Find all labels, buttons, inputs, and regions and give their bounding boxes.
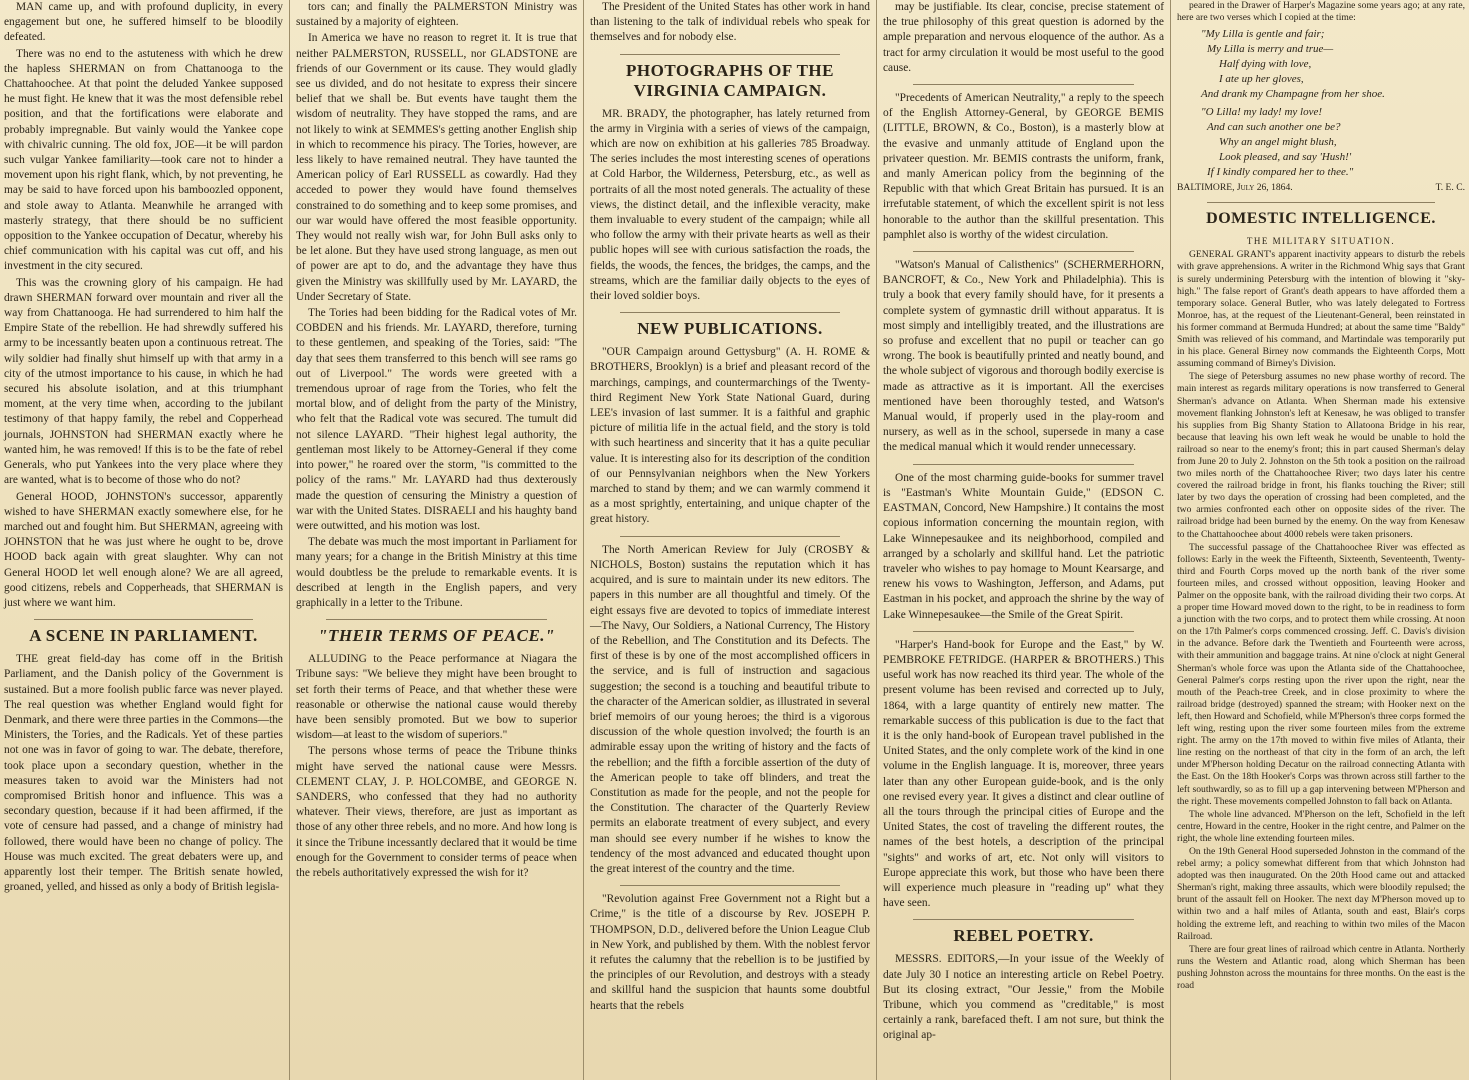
article-heading-new-publications: NEW PUBLICATIONS. (637, 319, 823, 339)
separator (620, 54, 840, 55)
col5-para: There are four great lines of railroad which centre in Atlanta. Northerly runs the Western and Atlantic road, along which Sherman has been pushing Johnston across the mountains for three months. On the east is the road (1177, 943, 1465, 991)
separator (326, 619, 547, 620)
separator (913, 631, 1134, 632)
column-rule (1170, 0, 1171, 1080)
article-heading-rebel-poetry: REBEL POETRY. (953, 926, 1094, 946)
column-5 (1173, 0, 1469, 1080)
verse-line: And can such another one be? (1207, 121, 1341, 134)
col1-para: This was the crowning glory of his campaign. He had drawn SHERMAN forward over mountain and river all the way from Chattanooga. He had surrendered to him half the Empire State of the rebellion. He had shrewdly suffered his army to be incessantly beaten upon a continuous retreat. The wily soldier had finally shut himself up with that army in a city of the utmost importance to his cause, in which he had secured his absolute isolation, and at this triumphant moment, at the very time when, according to the jubilant testimony of that happy family, the rebel and Copperhead journals, JOHNSTON had SHERMAN exactly where he wanted him, he was removed! If this is to be the fate of rebel Generals, who put Yankees into the very place where they are wanted, what is to become of those who do not? (4, 276, 283, 487)
col4-para: One of the most charming guide-books for summer travel is "Eastman's White Mountain Guide," (EDSON C. EASTMAN, Concord, New Hampshire.) It contains the most copious information concerning the mountain region, with Lake Winnepesaukee and its neighborhood, compiled and arranged by a scholarly and skillful hand. Let the patriotic traveler who wishes to pay homage to Mount Kearsarge, and renew his vows to Washington, Jefferson, and Adams, put Eastman in his pocket, and approach the shrine by the way of Lake Winnepesaukee—the Smile of the Great Spirit. (883, 471, 1164, 621)
separator (1207, 202, 1435, 203)
col4-para: may be justifiable. Its clear, concise, precise statement of the true philosophy of this great question is adorned by the ample preparation and nervous eloquence of the author. As a tract for army circulation it would be most useful to the good cause. (883, 1, 1164, 74)
separator (620, 885, 840, 886)
col1-para: There was no end to the astuteness with which he drew the hapless SHERMAN on from Chattanooga to the Chattahoochee. At that point the deluded Yankee supposed he must fight. He knew that it was the most defensible rebel position, and that the fortifications were elaborate and probably impregnable. But vainly would the Yankee cope with chivalric cunning. The old fox, JOE—it be will pardon such vulgar Yankee familiarity—took care not to hinder a movement upon his right flank, which, by not preventing, he may be said to have forced upon his bamboozled opponent, and stole away to Atlanta. Meanwhile he arranged with masterly strategy, that there should be no sufficient opposition to the Yankee occupation of Decatur, whereby his chief communication with his capital was cut off, and his investment in the city secured. (4, 47, 283, 273)
verse-line: Half dying with love, (1219, 58, 1312, 71)
verse-line: My Lilla is merry and true— (1207, 43, 1334, 56)
article-heading-parliament: A SCENE IN PARLIAMENT. (29, 626, 258, 646)
verse-line: I ate up her gloves, (1219, 73, 1304, 86)
column-rule (876, 0, 877, 1080)
col5-para: GENERAL GRANT's apparent inactivity appears to disturb the rebels with grave apprehensions. A writer in the Richmond Whig says that Grant is surely undermining Petersburg with the intention of blowing it "sky-high." The false report of Grant's death appears to have afforded them a temporary solace. General Butler, who was lately delegated to Fortress Monroe, has, at the request of the Lieutenant-General, been reinstated in his former command at Bermuda Hundred; at about the same time "Baldy" Smith was relieved of his command, and Martindale was temporarily put in his place. General Birney now commands the Eighteenth Corps, Mott assuming command of Birney's Division. (1177, 249, 1465, 370)
poem-verse (1177, 27, 1465, 179)
col3-para: "Revolution against Free Government not a Right but a Crime," is the title of a discourse by Rev. JOSEPH P. THOMPSON, D.D., delivered before the Union League Club in New York, and published by them. With the noblest fervor it refutes the calumny that the rebellion is to be justified by the principles of our Revolution, and destroys with a steady and skillful hand the suspicion that haunts some doubtful hearts that the rebels (590, 893, 870, 1012)
separator (913, 251, 1134, 252)
separator (620, 312, 840, 313)
separator (620, 536, 840, 537)
article-heading-terms-of-peace: "THEIR TERMS OF PEACE." (318, 626, 555, 646)
col3-para: The President of the United States has other work in hand than listening to the talk of individual rebels who speak for themselves and for nobody else. (590, 1, 870, 44)
separator (913, 464, 1134, 465)
verse-line: And drank my Champagne from her shoe. (1201, 88, 1385, 101)
col5-para: On the 19th General Hood superseded Johnston in the command of the rebel army; a policy somewhat different from that which Johnston had adopted was then inaugurated. On the 20th Hood came out and attacked Sherman's right, making three assaults, which were bloodily repulsed; the brunt of the assault fell on Hooker. The next day M'Pherson moved up to within two and a half miles of Atlanta, south and east, Blair's corps holding the extreme left, and reaching to within two miles of the Macon Railroad. (1177, 845, 1465, 942)
col4-para: "Precedents of American Neutrality," a reply to the speech of the English Attorney-General, by GEORGE BEMIS (LITTLE, BROWN, & Co., Boston), is a masterly blow at the evasive and unmanly attitude of England upon the privateer question. Mr. BEMIS contrasts the uniform, frank, and manly American policy from the beginning of the Republic with that which Great Britain has pursued. It is an irrefutable statement, of which the excellent spirit is not less honorable to the author than the skillful presentation. This pamphlet also is worthy of the widest circulation. (883, 92, 1164, 241)
column-2 (292, 0, 581, 1080)
col3-para: The North American Review for July (CROSBY & NICHOLS, Boston) sustains the reputation which it has acquired, and is sure to maintain under its new editors. The papers in this number are all thoughtful and timely. Of the eight essays five are devoted to topics of immediate interest—The Navy, Our Soldiers, a National Currency, The History of the Rebellion, and The Constitution and its Defects. The first of these is by one of the most accomplished officers in the service, and is full of instruction and sagacious suggestion; the second is a touching and beautiful tribute to the character of the American soldier, as illustrated in several brief memoirs of our young heroes; the third is a vigorous discussion of the whole question involved; the fourth is an admirable essay upon the writing of history and the facts of the rebellion; and the fifth a forcible assertion of the duty of the American people to take off blinders, and treat the Constitution as made for the people, and not the people for the Constitution. The character of the Quarterly Review permits an elaborate treatment of every subject, and every man should see every number if he wishes to know the tendency of the most advanced and educated thought upon the great interest of the country and the time. (590, 543, 870, 875)
col4-para: "Harper's Hand-book for Europe and the East," by W. PEMBROKE FETRIDGE. (HARPER & BROTHERS.) This useful work has now reached its third year. The whole of the present volume has been revised and corrected up to July, 1864, with a large quantity of entirely new matter. The remarkable success of this publication is due to the fact that it is the only hand-book of European travel published in the United States, and the only complete work of the kind in one volume in the English language. It is, moreover, three years later than any other European guide-book, and is the only one revised every year. It gives a distinct and clear outline of all the tours through the principal cities of Europe and the United States, the cost of traveling the different routes, the names of the best hotels, a description of the principal "sights" and works of art, etc. Not only will visitors to Europe appreciate this work, but those who have been there will experience much pleasure in "reading up" what they have seen. (883, 638, 1164, 910)
col5-para: The successful passage of the Chattahoochee River was effected as follows: Early in the week the Fifteenth, Sixteenth, Seventeenth, Twenty-third and Fourth Corps moved up the north bank of the river some fourteen miles, and crossed without opposition, leaving Hooker and Palmer on the opposite bank, with the railroad dividing their two corps. At a proper time Howard moved down to the right, to be in readiness to form a junction with the two corps, and to protect them while crossing. At noon on the 17th Palmer's corps commenced crossing. Jeff. C. Davis's division in the advance. Before dark the Twentieth and Fourteenth were across, with their ammunition and baggage trains. At nine o'clock at night General Sherman's whole force was upon the Atlanta side of the Chattahoochee, General Palmer's corps resting upon the river upon the right, near the mouth of the Peach-tree Creek, and in close proximity to where the railroad bridge (destroyed) spanned the stream; with Hooker next on the left, then Howard and Schofield, while M'Pherson's three corps formed the left wing, resting upon the river some fourteen miles from the extreme right. The army on the 17th moved to within five miles of Atlanta, their line resting on the northeast of that city in the form of an arch, the left under M'Pherson holding Decatur on the railroad connecting Atlanta with the East. On the 18th Hooker's Corps was thrown across still farther to the left southwardly, so as to fill up a gap intervening between M'Pherson and the right. These movements compelled Johnston to fall back on Atlanta. (1177, 541, 1465, 807)
col1-para: General HOOD, JOHNSTON's successor, apparently wished to have SHERMAN exactly somewhere else, for he marched out and fought him. But SHERMAN, agreeing with JOHNSTON that he was just where he ought to be, drove HOOD back again with great slaughter. Why can not General HOOD let well enough alone? We are all agreed, good citizens, rebels and Copperheads, that SHERMAN is just where we want him. (4, 490, 283, 609)
col5-para: peared in the Drawer of Harper's Magazine some years ago; at any rate, here are two verses which I copied at the time: (1177, 0, 1465, 24)
col1-para: MAN came up, and with profound duplicity, in every engagement but one, he suffered himself to be bloodily defeated. (4, 1, 283, 44)
article-heading-domestic-intelligence: DOMESTIC INTELLIGENCE. (1206, 210, 1436, 228)
column-rule (583, 0, 584, 1080)
verse-line: If I kindly compared her to thee." (1207, 166, 1354, 179)
letter-signature (1177, 182, 1465, 194)
verse-line: Look pleased, and say 'Hush!' (1219, 151, 1352, 164)
article-heading-photographs: PHOTOGRAPHS OF THE VIRGINIA CAMPAIGN. (626, 60, 834, 100)
col4-para: MESSRS. EDITORS,—In your issue of the Weekly of date July 30 I notice an interesting article on Rebel Poetry. But its closing extract, "Our Jessie," from the Mobile Tribune, which you commend as "creditable," is most certainly a rank, barefaced theft. I am not sure, but think the original ap- (883, 953, 1164, 1042)
col2-para: ALLUDING to the Peace performance at Niagara the Tribune says: "We believe they might have been brought to set forth their terms of Peace, and that whether these were reasonable or otherwise the national cause would thereby have been sensibly promoted. But we bow to superior wisdom—at least to the wisdom of superiors." (296, 653, 577, 742)
separator (34, 619, 253, 620)
col2-para: The persons whose terms of peace the Tribune thinks might have served the national cause were Messrs. CLEMENT CLAY, J. P. HOLCOMBE, and GEORGE N. SANDERS, who confessed that they had no authority whatever. Their views, therefore, are just as important as those of any other three rebels, and no more. And how long is it since the Tribune incessantly declared that it would be time enough for the Government to consider terms of peace when the rebels authoritatively expressed the wish for it? (296, 745, 577, 879)
separator (913, 84, 1134, 85)
verse-line: "My Lilla is gentle and fair; (1201, 28, 1325, 41)
col2-para: tors can; and finally the PALMERSTON Ministry was sustained by a majority of eighteen. (296, 1, 577, 29)
col3-para: "OUR Campaign around Gettysburg" (A. H. ROME & BROTHERS, Brooklyn) is a brief and pleasant record of the marchings, campings, and countermarchings of the Twenty-third Regiment New York State National Guard, during LEE's invasion of last summer. It is a faithful and graphic picture of militia life in the actual field, and the story is told with such heartiness and sincerity that it has a quite peculiar value. It is interesting also for its description of the condition of our Pennsylvanian neighbors when the New Yorkers marched to stand by them; and we can warmly commend it as a most sprightly, entertaining, and unique chapter of the great history. (590, 346, 870, 526)
column-4 (879, 0, 1168, 1080)
signature-place-date: BALTIMORE, July 26, 1864. (1177, 182, 1293, 194)
col1-para: THE great field-day has come off in the British Parliament, and the Danish policy of the Government is sustained. But a more foolish public farce was never played. The real question was whether England would fight for Denmark, and there were three parties in the Commons—the Ministers, the Tories, and the Radicals. Yet of these parties not one was in favor of going to war. The debate, therefore, took place upon a secondary question, whether in the measures taken to avoid war the Ministers had not compromised British honor and influence. This was a secondary question, because if it had been affirmed, if the vote of censure had passed, and a change of ministry had followed, there would have been no change of policy. The House was much excited. The great debaters were up, and apparently lost their temper. The British senate howled, groaned, yelled, and hissed as only a body of British legisla- (4, 653, 283, 894)
signature-initials: T. E. C. (1435, 182, 1465, 194)
col2-para: The debate was much the most important in Parliament for many years; for a change in the British Ministry at this time would doubtless be the prelude to remarkable events. It is described at length in the English papers, and very graphically in a letter to the Tribune. (296, 536, 577, 609)
column-rule (289, 0, 290, 1080)
column-3 (586, 0, 874, 1080)
column-1 (0, 0, 287, 1080)
col5-para: The siege of Petersburg assumes no new phase worthy of record. The main interest as regards military operations is now transferred to General Sherman's advance on Atlanta. When Sherman made his extensive movement flanking Johnston's left at Kenesaw, he was obliged to transfer his supplies from Big Shanty Station to Allatoona Bridge in his rear, because that leaving his own left weak he would be unable to hold the railroad so near to the enemy's front; this in part caused Sherman's delay from June 20 to July 2. Johnston on the 5th took a position on the railroad two miles north of the Chattahoochee River; two days later his centre covered the railroad bridge in front, his flanks touching the River; still later by two days the operation of crossing had been completed, and the two armies confronted each other on opposite sides of the river. The railroad bridge had been burned by the enemy. On the way from Kenesaw to the Chattahoochee about 4000 rebels were taken prisoners. (1177, 371, 1465, 540)
col2-para: The Tories had been bidding for the Radical votes of Mr. COBDEN and his friends. Mr. LAYARD, therefore, turning to these gentlemen, and speaking of the Tories, said: "The day that sees them transferred to this bench will see rams go out of Liverpool." The words were greeted with a tremendous uproar of rage from the Tories, who felt the mortal blow, and of delight from the party of the Ministry, who felt that the Radical vote was secured. The tumult did not silence LAYARD. "Their highest legal authority, the gentleman most likely to be Attorney-General if they come into power," he roared over the storm, "is committed to the policy of the rams." Mr. LAYARD had thus dexterously made the question of censuring the Ministry a question of war with the United States. DISRAELI and his haughty band were outwitted, and his motion was lost. (296, 307, 577, 532)
verse-line: Why an angel might blush, (1219, 136, 1337, 149)
col4-para: "Watson's Manual of Calisthenics" (SCHERMERHORN, BANCROFT, & Co., New York and Philadelphia). This is truly a book that every family should have, for it presents a complete system of gymnastic drill without apparatus. It is most simply and intelligibly treated, and the illustrations are so profuse and excellent that no pupil or teacher can go wrong. The book is beautifully printed and neatly bound, and the whole subject of vigorous and thorough bodily exercise is made as attractive as it is important. All the exercises mentioned have been thoroughly tested, and Watson's Manual would, if properly used in the play-room and nursery, as well as in the school, supersede in many a case the medical manual which it would render unnecessary. (883, 259, 1164, 454)
separator (913, 919, 1134, 920)
verse-line: "O Lilla! my lady! my love! (1201, 106, 1322, 119)
col3-para: MR. BRADY, the photographer, has lately returned from the army in Virginia with a series of views of the campaign, which are now on exhibition at his galleries 785 Broadway. The series includes the most interesting scenes of operations at Cold Harbor, the Wilderness, Petersburg, etc., as well as portraits of all the most noted generals. The actuality of these views, the distinct detail, and the inflexible veracity, make them invaluable to every student of the campaign; while all who follow the army with their private hearts as well as their public hopes will see with curious satisfaction the roads, the fields, the woods, the fences, the bridges, the camps, and the streams, which are the familiar daily objects to the eyes of their loved soldier boys. (590, 107, 870, 303)
col2-para: In America we have no reason to regret it. It is true that neither PALMERSTON, RUSSELL, nor GLADSTONE are friends of our Government or its cause. They would gladly see us divided, and do not hesitate to express their sincere belief that we shall be. But events have taught them the wisdom of neutrality. They have stopped the rams, and are not likely to wink at SEMMES's getting another English ship in which to recommence his piracy. The Tories, however, are less likely to have remained neutral. They have taunted the American policy of Earl RUSSELL as cowardly. Had they acceded to power they would have found themselves constrained to do something and to keep some promises, and our war would have offered the most feasible opportunity. They would not really wish war, for John Bull asks only to be let alone. But they have used strong language, as men out of power are apt to do, and the advantage they have thus given the Ministry was skillfully used by Mr. LAYARD, the Under Secretary of State. (296, 32, 577, 303)
article-subheading-military-situation: THE MILITARY SITUATION. (1246, 236, 1396, 247)
col5-para: The whole line advanced. M'Pherson on the left, Schofield in the left centre, Howard in the centre, Hooker in the right centre, and Palmer on the right, the whole line extending fourteen miles. (1177, 808, 1465, 844)
